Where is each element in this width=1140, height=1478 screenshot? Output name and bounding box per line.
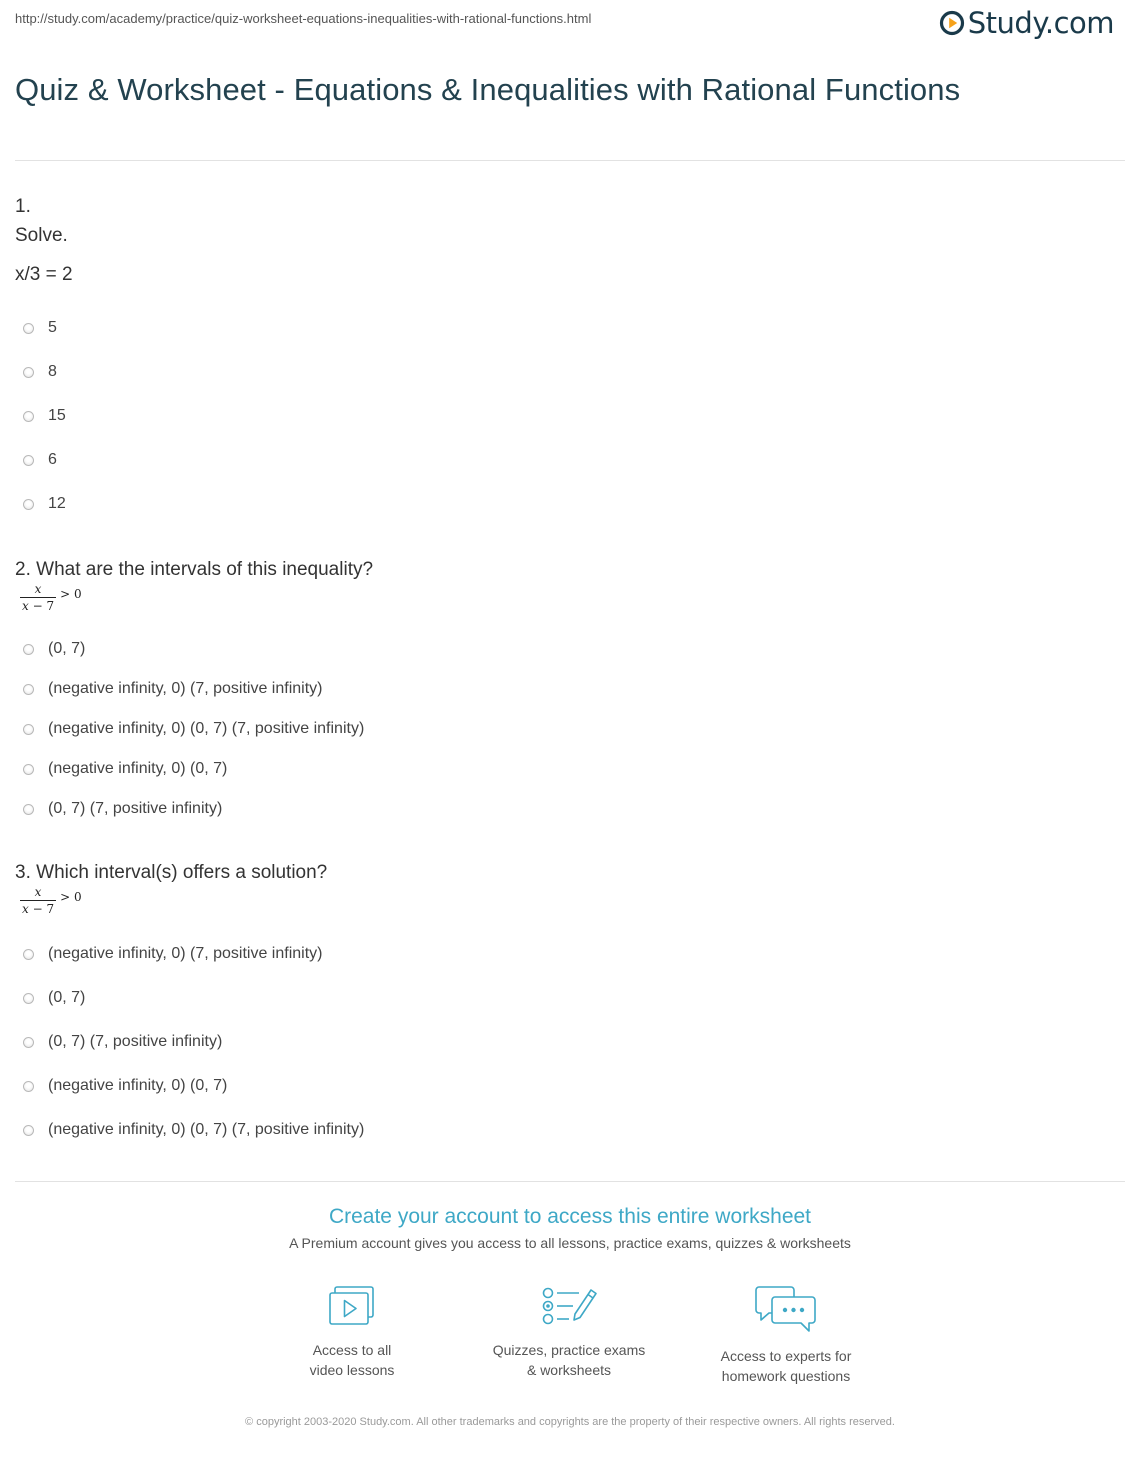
question-1-prompt: Solve. <box>15 225 68 246</box>
question-2-inequality <box>20 583 82 613</box>
play-circle-icon <box>939 10 965 36</box>
option-label: 15 <box>48 407 66 424</box>
option-label: 8 <box>48 363 57 380</box>
option-label: (negative infinity, 0) (0, 7) (7, positive infinity) <box>48 1121 365 1138</box>
denominator-variable: x <box>22 902 29 916</box>
option-label: (negative infinity, 0) (0, 7) (7, positive infinity) <box>48 720 365 737</box>
question-1-option[interactable] <box>23 451 57 469</box>
fraction-numerator: x <box>34 582 42 596</box>
radio-button[interactable] <box>23 804 34 815</box>
page-url: http://study.com/academy/practice/quiz-worksheet-equations-inequalities-with-rational-functions.html <box>15 11 592 26</box>
feature-label: Access to experts for homework questions <box>720 1348 852 1384</box>
question-2-option[interactable] <box>23 640 85 658</box>
question-2-option[interactable] <box>23 760 227 778</box>
question-2-number: 2. <box>15 559 31 580</box>
feature-video-lessons <box>252 1284 452 1380</box>
option-label: (0, 7) (7, positive infinity) <box>48 800 223 817</box>
copyright-footer: © copyright 2003-2020 Study.com. All other trademarks and copyrights are the property of their respective owners. All rights reserved. <box>245 1416 895 1428</box>
question-1-number: 1. <box>15 196 31 217</box>
fraction-denominator <box>20 597 56 613</box>
radio-button[interactable] <box>23 684 34 695</box>
logo-wordmark: Study.com <box>967 6 1114 40</box>
studycom-logo[interactable] <box>939 6 1114 40</box>
fraction-denominator <box>20 900 56 916</box>
quiz-checklist-icon <box>539 1284 599 1330</box>
question-1-expression: x/3 = 2 <box>15 264 73 285</box>
question-2-heading <box>15 559 373 581</box>
inequality-relation: > 0 <box>60 586 82 601</box>
radio-button[interactable] <box>23 1125 34 1136</box>
option-label: (negative infinity, 0) (0, 7) <box>48 1077 228 1094</box>
page-title: Quiz & Worksheet - Equations & Inequalities with Rational Functions <box>15 72 961 107</box>
option-label: (negative infinity, 0) (7, positive infinity) <box>48 680 323 697</box>
fraction-numerator: x <box>34 885 42 899</box>
cta-divider <box>15 1181 1125 1182</box>
question-1-option[interactable] <box>23 363 57 381</box>
question-3-option[interactable] <box>23 1033 222 1051</box>
feature-label: Quizzes, practice exams & worksheets <box>492 1342 646 1378</box>
option-label: (0, 7) (7, positive infinity) <box>48 1033 223 1050</box>
cta-subtitle: A Premium account gives you access to all lessons, practice exams, quizzes & worksheets <box>289 1235 851 1251</box>
feature-experts <box>686 1284 886 1386</box>
question-3-option[interactable] <box>23 945 322 963</box>
radio-button[interactable] <box>23 411 34 422</box>
denominator-rest: − 7 <box>28 599 55 613</box>
question-2-option[interactable] <box>23 680 322 698</box>
question-1-option[interactable] <box>23 407 66 425</box>
question-3-heading <box>15 862 327 884</box>
option-label: 5 <box>48 319 57 336</box>
question-3-prompt: Which interval(s) offers a solution? <box>36 862 328 883</box>
radio-button[interactable] <box>23 644 34 655</box>
cta-title[interactable]: Create your account to access this entire worksheet <box>328 1205 812 1228</box>
option-label: (negative infinity, 0) (0, 7) <box>48 760 228 777</box>
question-1-option[interactable] <box>23 495 66 513</box>
option-label: 6 <box>48 451 57 468</box>
radio-button[interactable] <box>23 455 34 466</box>
fraction <box>20 886 56 916</box>
option-label: (0, 7) <box>48 989 86 1006</box>
feature-label: Access to all video lessons <box>309 1342 395 1378</box>
radio-button[interactable] <box>23 323 34 334</box>
radio-button[interactable] <box>23 367 34 378</box>
denominator-variable: x <box>22 599 29 613</box>
feature-quizzes <box>469 1284 669 1380</box>
question-3-option[interactable] <box>23 1077 227 1095</box>
denominator-rest: − 7 <box>28 902 55 916</box>
radio-button[interactable] <box>23 1037 34 1048</box>
chat-bubbles-icon <box>753 1284 819 1336</box>
question-3-number: 3. <box>15 862 31 883</box>
fraction <box>20 583 56 613</box>
question-3-option[interactable] <box>23 989 85 1007</box>
question-2-option[interactable] <box>23 800 222 818</box>
question-3-option[interactable] <box>23 1121 364 1139</box>
inequality-relation: > 0 <box>60 889 82 904</box>
option-label: 12 <box>48 495 66 512</box>
video-lessons-icon <box>325 1284 379 1330</box>
radio-button[interactable] <box>23 949 34 960</box>
radio-button[interactable] <box>23 764 34 775</box>
question-2-prompt: What are the intervals of this inequality? <box>36 559 374 580</box>
question-2-option[interactable] <box>23 720 364 738</box>
radio-button[interactable] <box>23 1081 34 1092</box>
radio-button[interactable] <box>23 993 34 1004</box>
option-label: (0, 7) <box>48 640 86 657</box>
question-3-inequality <box>20 886 82 916</box>
title-divider <box>15 160 1125 161</box>
radio-button[interactable] <box>23 499 34 510</box>
question-1-option[interactable] <box>23 319 57 337</box>
option-label: (negative infinity, 0) (7, positive infinity) <box>48 945 323 962</box>
radio-button[interactable] <box>23 724 34 735</box>
